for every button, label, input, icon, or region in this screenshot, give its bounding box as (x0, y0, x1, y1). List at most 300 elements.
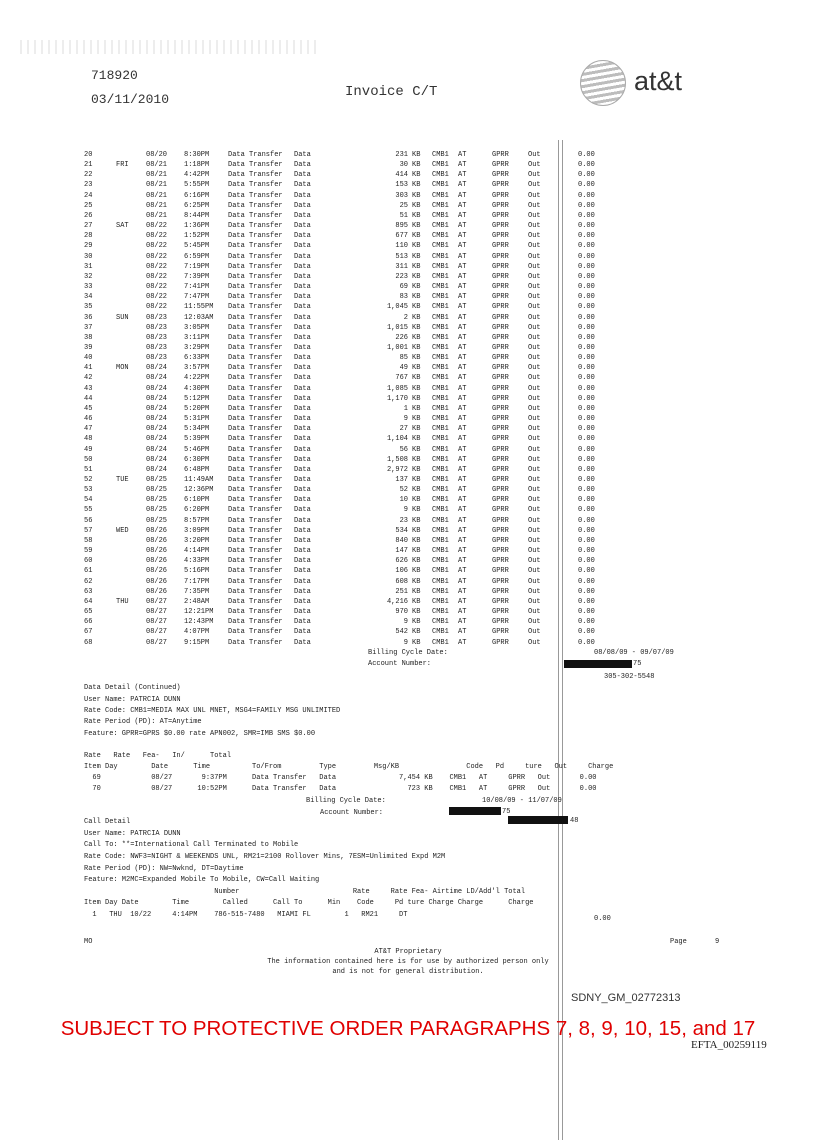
table-cell: Out (528, 293, 541, 302)
table-cell: CMB1 (432, 222, 449, 231)
table-cell: Data (294, 211, 311, 220)
table-row (84, 343, 618, 353)
data-detail-line: User Name: PATRCIA DUNN (84, 696, 181, 704)
table-cell: Out (528, 435, 541, 444)
table-cell: CMB1 (432, 628, 449, 637)
table-cell: GPRR (492, 384, 509, 393)
table-cell: Data Transfer (228, 404, 283, 413)
table-cell: KB (412, 374, 421, 383)
table-row (84, 434, 618, 444)
table-row (84, 546, 618, 556)
table-cell: GPRR (492, 394, 509, 403)
table-cell: CMB1 (432, 283, 449, 292)
table-cell (116, 302, 146, 312)
table-cell: Data (294, 425, 311, 434)
table-cell: 147 (395, 547, 408, 556)
table-cell: 0.00 (578, 201, 595, 210)
table-cell: 40 (84, 354, 93, 363)
table-cell: Out (528, 374, 541, 383)
table-cell: 4:22PM (184, 374, 210, 383)
table-cell: Out (528, 354, 541, 363)
data-detail-line: Data Detail (Continued) (84, 684, 181, 692)
table-cell: AT (458, 415, 467, 424)
table-cell: 6:33PM (184, 354, 210, 363)
table-cell: CMB1 (432, 455, 449, 464)
table-cell: 0.00 (578, 262, 595, 271)
table-cell: KB (412, 252, 421, 261)
table-cell: CMB1 (432, 201, 449, 210)
table-cell: 5:46PM (184, 445, 210, 454)
table-cell: Data (294, 455, 311, 464)
table-cell (116, 333, 146, 343)
table-cell: KB (412, 343, 421, 352)
table-cell: Out (528, 496, 541, 505)
table-cell: 08/21 (146, 181, 168, 190)
table-cell: 1,085 (386, 384, 408, 393)
billing-cycle-value: 10/08/09 - 11/07/09 (482, 797, 562, 805)
table-cell: 0.00 (578, 323, 595, 332)
table-cell: 63 (84, 587, 93, 596)
table-cell: 08/27 (146, 638, 168, 647)
table-row (84, 495, 618, 505)
table-cell: 0.00 (578, 506, 595, 515)
table-cell: 64 (84, 597, 93, 606)
table-cell: 85 (399, 354, 408, 363)
table-cell: Out (528, 455, 541, 464)
table-cell: 08/24 (146, 415, 168, 424)
table-row (84, 333, 618, 343)
table-cell: 0.00 (578, 293, 595, 302)
efta-number: EFTA_00259119 (691, 1039, 767, 1051)
footer-code: MO (84, 938, 93, 946)
table-cell: KB (412, 242, 421, 251)
table-cell: AT (458, 201, 467, 210)
table-cell: Data (294, 232, 311, 241)
table-cell: 2,972 (386, 465, 408, 474)
table-cell: GPRR (492, 547, 509, 556)
table-cell: 83 (399, 293, 408, 302)
table-cell: 34 (84, 293, 93, 302)
table-cell (116, 566, 146, 576)
table-cell: KB (412, 303, 421, 312)
table-cell: 0.00 (578, 628, 595, 637)
table-cell: CMB1 (432, 608, 449, 617)
table-cell: CMB1 (432, 404, 449, 413)
table-cell: 44 (84, 394, 93, 403)
table-cell: 51 (399, 211, 408, 220)
table-cell: 3:20PM (184, 536, 210, 545)
table-cell (116, 373, 146, 383)
table-cell: 08/26 (146, 577, 168, 586)
table-cell: 2:48AM (184, 597, 210, 606)
table-cell: GPRR (492, 415, 509, 424)
table-cell: 5:55PM (184, 181, 210, 190)
table-cell: 61 (84, 567, 93, 576)
table-cell: 65 (84, 608, 93, 617)
table-cell: 7:19PM (184, 262, 210, 271)
table-cell: KB (412, 547, 421, 556)
table-cell: 69 (399, 283, 408, 292)
table-cell: AT (458, 435, 467, 444)
table-cell: 08/24 (146, 445, 168, 454)
redaction-bar (564, 660, 632, 668)
table-row (84, 638, 618, 648)
redaction-bar (508, 816, 568, 824)
table-cell: GPRR (492, 526, 509, 535)
table-cell (116, 516, 146, 526)
logo-text: at&t (634, 66, 683, 96)
table-cell (116, 211, 146, 221)
table-cell: GPRR (492, 293, 509, 302)
table-cell: AT (458, 557, 467, 566)
table-cell: GPRR (492, 232, 509, 241)
table-cell: Data (294, 496, 311, 505)
table-cell: Out (528, 628, 541, 637)
protective-order-notice: SUBJECT TO PROTECTIVE ORDER PARAGRAPHS 7, 8, 9, 10, 15, and 17 (60, 1017, 756, 1040)
table-cell: CMB1 (432, 577, 449, 586)
table-cell: 0.00 (578, 638, 595, 647)
table-cell: Out (528, 486, 541, 495)
table-cell: 08/23 (146, 343, 168, 352)
table-cell: CMB1 (432, 465, 449, 474)
table-cell: 0.00 (578, 364, 595, 373)
table-row (84, 150, 618, 160)
table-cell: Out (528, 151, 541, 159)
table-cell: 08/22 (146, 283, 168, 292)
table-cell: 0.00 (578, 618, 595, 627)
table-cell: GPRR (492, 181, 509, 190)
table-cell: 32 (84, 272, 93, 281)
data-detail-line: Feature: GPRR=GPRS $0.00 rate APN002, SMR=IMB SMS $0.00 (84, 730, 316, 738)
table-cell: Data (294, 222, 311, 231)
table-cell: 6:30PM (184, 455, 210, 464)
table-cell: FRI (116, 161, 129, 170)
table-cell: GPRR (492, 435, 509, 444)
table-cell: Out (528, 303, 541, 312)
table-cell: CMB1 (432, 191, 449, 200)
table-row (84, 241, 618, 251)
table-cell: Data (294, 323, 311, 332)
table-cell: 58 (84, 536, 93, 545)
table-cell: 12:43PM (184, 618, 214, 627)
table-cell (116, 495, 146, 505)
table-cell: CMB1 (432, 618, 449, 627)
table-cell: KB (412, 638, 421, 647)
table-cell: AT (458, 476, 467, 484)
table-cell: 37 (84, 323, 93, 332)
table-cell: CMB1 (432, 486, 449, 495)
table-cell: 42 (84, 374, 93, 383)
table-cell: CMB1 (432, 171, 449, 180)
table-cell: CMB1 (432, 343, 449, 352)
table-cell: Data Transfer (228, 394, 283, 403)
table-cell (116, 323, 146, 333)
table-cell: 27 (399, 425, 408, 434)
table-cell: Out (528, 222, 541, 231)
table-cell: CMB1 (432, 425, 449, 434)
table-cell: AT (458, 465, 467, 474)
table-cell: 9 (403, 618, 408, 627)
table-cell: 3:57PM (184, 364, 210, 373)
table-cell: AT (458, 618, 467, 627)
table-cell: 29 (84, 242, 93, 251)
table-cell: CMB1 (432, 384, 449, 393)
scan-noise (20, 40, 320, 54)
table-cell (116, 434, 146, 444)
table-cell: Out (528, 516, 541, 525)
table-cell: 0.00 (578, 445, 595, 454)
table-cell: 12:36PM (184, 486, 214, 495)
table-cell: Data Transfer (228, 211, 283, 220)
table-cell: 08/23 (146, 313, 168, 322)
table-cell (116, 191, 146, 201)
table-cell: 08/26 (146, 567, 168, 576)
table-cell: 56 (84, 516, 93, 525)
table-cell: KB (412, 262, 421, 271)
table-cell: KB (412, 557, 421, 566)
table-cell: Data Transfer (228, 547, 283, 556)
table-cell: Data (294, 597, 311, 606)
table-cell: CMB1 (432, 232, 449, 241)
table-cell: 1:52PM (184, 232, 210, 241)
table-cell: Data Transfer (228, 557, 283, 566)
data-detail-line: Rate Period (PD): AT=Anytime (84, 718, 202, 726)
table-cell: KB (412, 597, 421, 606)
table-cell: KB (412, 293, 421, 302)
table-cell: 0.00 (578, 181, 595, 190)
table-cell: 57 (84, 526, 93, 535)
table-cell: MON (116, 364, 129, 373)
transactions-body (84, 150, 618, 648)
table-cell (116, 231, 146, 241)
table-cell: Out (528, 384, 541, 393)
table-row (84, 577, 618, 587)
table-cell: Data Transfer (228, 587, 283, 596)
table-row (84, 262, 618, 272)
table-cell: CMB1 (432, 435, 449, 444)
table-cell (116, 353, 146, 363)
table-cell: 56 (399, 445, 408, 454)
table-cell: AT (458, 445, 467, 454)
table-cell: CMB1 (432, 516, 449, 525)
table-cell: 08/25 (146, 476, 168, 484)
table-cell: 08/25 (146, 496, 168, 505)
table-cell: CMB1 (432, 394, 449, 403)
table-cell: AT (458, 293, 467, 302)
table-cell: 0.00 (578, 455, 595, 464)
table-cell: 08/27 (146, 618, 168, 627)
table-cell: 513 (395, 252, 408, 261)
table-cell (116, 282, 146, 292)
table-cell: 08/25 (146, 506, 168, 515)
table-cell: AT (458, 536, 467, 545)
table-cell: 3:09PM (184, 526, 210, 535)
table-cell: Data Transfer (228, 364, 283, 373)
table-cell: Out (528, 587, 541, 596)
table-cell: Data (294, 465, 311, 474)
table-cell: 110 (395, 242, 408, 251)
table-cell: AT (458, 455, 467, 464)
table-cell: Out (528, 242, 541, 251)
table-cell: 43 (84, 384, 93, 393)
table-row (84, 231, 618, 241)
table-cell: 970 (395, 608, 408, 617)
table-cell (116, 404, 146, 414)
table-cell: Data Transfer (228, 242, 283, 251)
table-row (84, 516, 618, 526)
table-cell: CMB1 (432, 313, 449, 322)
table-cell: Data (294, 171, 311, 180)
table-cell: Data (294, 161, 311, 170)
table-cell: THU (116, 597, 129, 606)
table-cell: KB (412, 465, 421, 474)
table-cell: KB (412, 404, 421, 413)
table-cell: AT (458, 526, 467, 535)
table-cell: 08/26 (146, 587, 168, 596)
table-cell: Data Transfer (228, 252, 283, 261)
table-cell: CMB1 (432, 151, 449, 159)
table-cell: Out (528, 181, 541, 190)
table-cell: Out (528, 323, 541, 332)
table-cell: Data Transfer (228, 608, 283, 617)
table-cell: 08/24 (146, 425, 168, 434)
table-cell: 7:41PM (184, 283, 210, 292)
table-cell: GPRR (492, 364, 509, 373)
table-cell: AT (458, 628, 467, 637)
table-cell: 0.00 (578, 171, 595, 180)
table-cell: 52 (399, 486, 408, 495)
table-cell: 1,015 (386, 323, 408, 332)
table-cell: Data (294, 486, 311, 495)
table-cell: Data Transfer (228, 283, 283, 292)
invoice-number: 718920 (91, 68, 138, 83)
table-cell: GPRR (492, 425, 509, 434)
table-cell: GPRR (492, 577, 509, 586)
table-cell: 12:21PM (184, 608, 214, 617)
table-row (84, 556, 618, 566)
call-detail-col-header: Item Day Date Time Called Call To Min Code Pd ture Charge Charge Charge (84, 899, 534, 907)
table-cell: 08/24 (146, 394, 168, 403)
table-cell: Data (294, 313, 311, 322)
table-cell: Out (528, 557, 541, 566)
table-cell: 5:20PM (184, 404, 210, 413)
table-row (84, 505, 618, 515)
table-cell: KB (412, 232, 421, 241)
table-cell: Out (528, 343, 541, 352)
table-cell: 0.00 (578, 384, 595, 393)
table-cell: AT (458, 567, 467, 576)
table-cell: 1 (403, 404, 408, 413)
table-cell: Data (294, 374, 311, 383)
table-cell: Data (294, 404, 311, 413)
table-cell: KB (412, 628, 421, 637)
table-cell: AT (458, 262, 467, 271)
table-cell: 0.00 (578, 222, 595, 231)
data-detail-col-header: Item Day Date Time To/From Type Msg/KB Code Pd ture Out Charge (84, 763, 614, 771)
table-row (84, 485, 618, 495)
table-cell: 9:15PM (184, 638, 210, 647)
table-cell: Data Transfer (228, 425, 283, 434)
table-row (84, 404, 618, 414)
table-cell: 608 (395, 577, 408, 586)
table-cell: Data Transfer (228, 181, 283, 190)
table-cell: CMB1 (432, 252, 449, 261)
table-cell (116, 201, 146, 211)
table-cell: CMB1 (432, 536, 449, 545)
table-cell: Data (294, 333, 311, 342)
table-cell: GPRR (492, 333, 509, 342)
call-detail-line: User Name: PATRCIA DUNN (84, 830, 181, 838)
table-cell: AT (458, 283, 467, 292)
table-cell (116, 627, 146, 637)
table-cell: Data Transfer (228, 191, 283, 200)
table-cell: GPRR (492, 272, 509, 281)
table-cell: KB (412, 536, 421, 545)
table-cell: AT (458, 303, 467, 312)
table-cell: 08/26 (146, 536, 168, 545)
table-cell: CMB1 (432, 526, 449, 535)
table-cell: AT (458, 506, 467, 515)
table-cell: KB (412, 415, 421, 424)
table-cell: AT (458, 161, 467, 170)
table-cell: GPRR (492, 506, 509, 515)
table-cell: Data (294, 557, 311, 566)
table-row (84, 597, 618, 607)
table-cell: 9 (403, 638, 408, 647)
table-row (84, 302, 618, 312)
table-cell: Out (528, 506, 541, 515)
table-cell: Out (528, 618, 541, 627)
table-cell: Data Transfer (228, 151, 283, 159)
table-cell: KB (412, 394, 421, 403)
table-cell: Data (294, 567, 311, 576)
table-cell: 3:29PM (184, 343, 210, 352)
table-cell: 46 (84, 415, 93, 424)
table-cell: 1,045 (386, 303, 408, 312)
table-cell: 08/21 (146, 191, 168, 200)
table-cell: 8:44PM (184, 211, 210, 220)
table-row (84, 201, 618, 211)
table-cell: KB (412, 161, 421, 170)
table-cell: Data Transfer (228, 445, 283, 454)
table-cell: Data (294, 283, 311, 292)
table-cell: 0.00 (578, 587, 595, 596)
table-cell: Data Transfer (228, 293, 283, 302)
table-cell: 0.00 (578, 191, 595, 200)
table-cell: KB (412, 272, 421, 281)
table-cell: Data (294, 415, 311, 424)
table-row (84, 627, 618, 637)
account-number-tail: 75 (502, 808, 511, 816)
table-row (84, 313, 618, 323)
table-cell: 45 (84, 404, 93, 413)
call-detail-row: 1 THU 10/22 4:14PM 786-515-7480 MIAMI FL 1 RM21 DT (84, 911, 408, 919)
table-cell: Data Transfer (228, 496, 283, 505)
table-cell: 52 (84, 476, 93, 484)
table-cell: CMB1 (432, 364, 449, 373)
table-cell: KB (412, 435, 421, 444)
table-cell: 08/22 (146, 222, 168, 231)
table-cell: Out (528, 638, 541, 647)
table-cell: Data Transfer (228, 303, 283, 312)
table-row (84, 536, 618, 546)
table-cell: 08/25 (146, 516, 168, 525)
table-cell: GPRR (492, 557, 509, 566)
table-cell: 0.00 (578, 404, 595, 413)
table-cell: 534 (395, 526, 408, 535)
table-cell: Data Transfer (228, 313, 283, 322)
table-cell: 08/27 (146, 608, 168, 617)
